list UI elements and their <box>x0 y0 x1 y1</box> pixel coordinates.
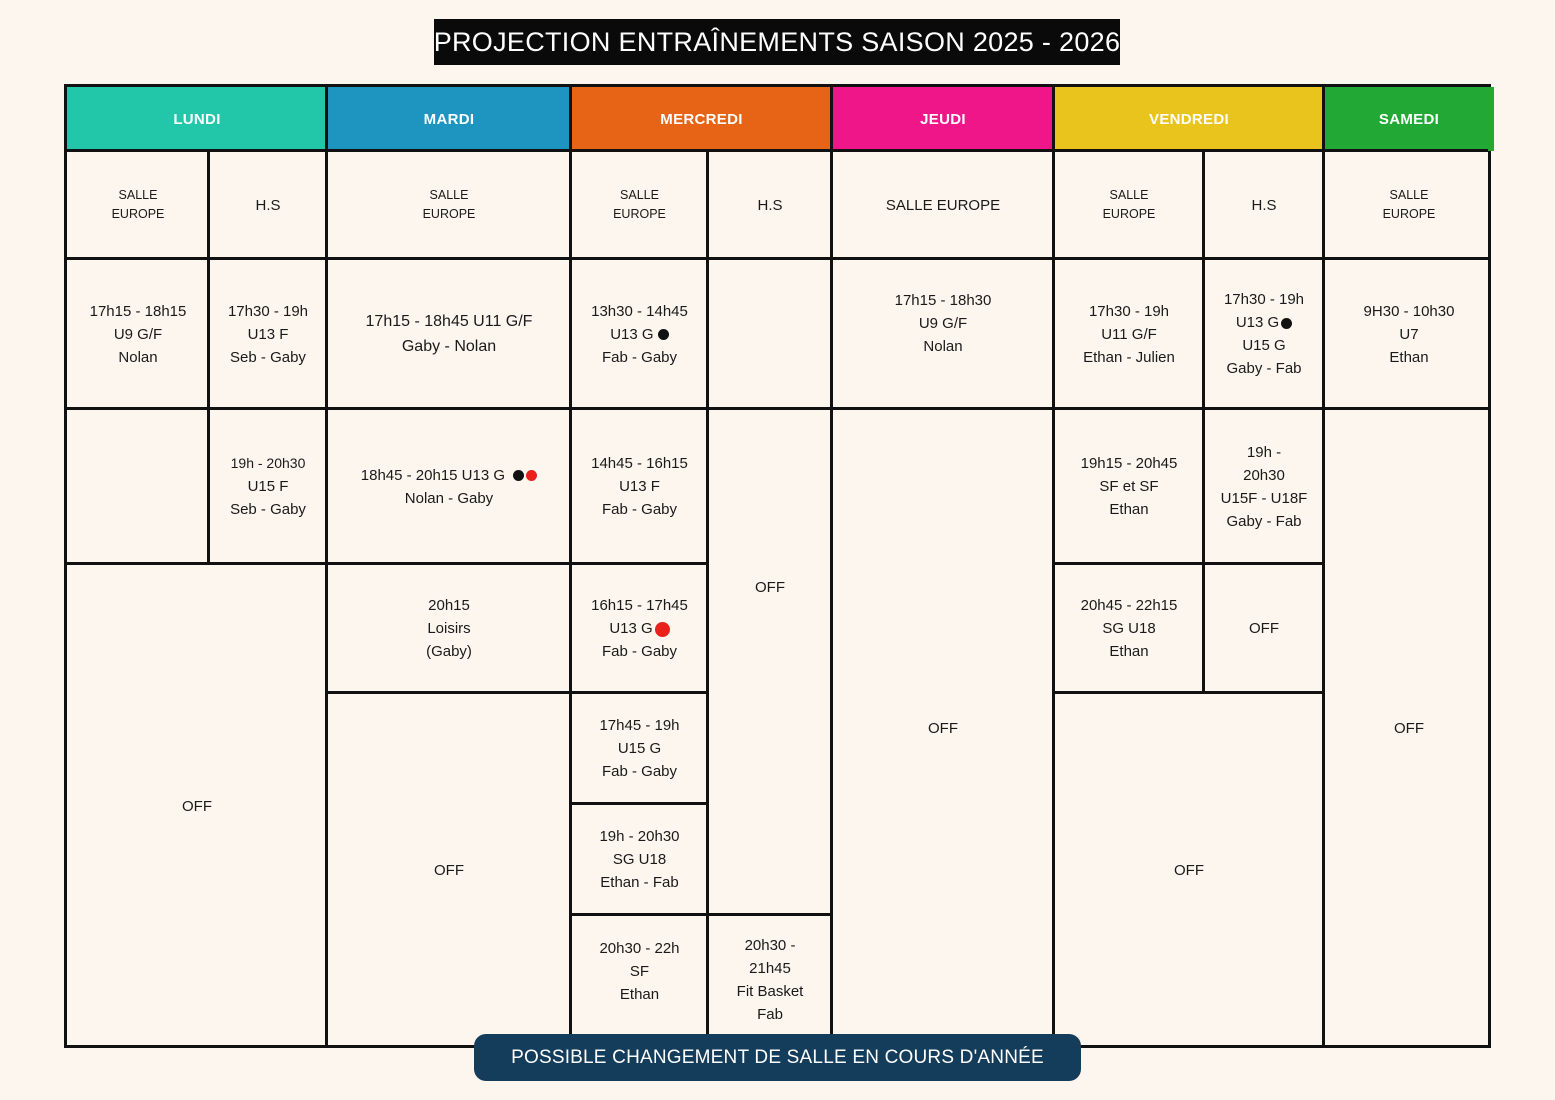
slot-vendredi-europe-3: 20h45 - 22h15 SG U18 Ethan <box>1080 597 1178 660</box>
grid-line <box>571 913 832 916</box>
slot-mercredi-1: 13h30 - 14h45 U13 G Fab - Gaby <box>591 302 688 366</box>
venue-jeudi-europe: SALLE EUROPE <box>885 196 1001 214</box>
venue-mercredi-hs: H.S <box>757 196 783 214</box>
red-dot-marker <box>655 622 670 637</box>
venue-lundi-europe: SALLE EUROPE <box>111 188 165 221</box>
grid-line <box>67 562 708 565</box>
off-samedi: OFF <box>1394 720 1424 737</box>
slot-mercredi-6: 20h30 - 22h SF Ethan <box>599 940 680 1003</box>
grid-line <box>327 691 708 694</box>
slot-vendredi-hs-1: 17h30 - 19h U13 G U15 G Gaby - Fab <box>1223 291 1305 377</box>
slot-vendredi-hs-2: 19h - 20h30 U15F - U18F Gaby - Fab <box>1220 443 1308 530</box>
grid-line <box>830 87 833 1048</box>
slot-lundi-europe-1: 17h15 - 18h15 U9 G/F Nolan <box>89 302 187 366</box>
slot-mardi-2: 18h45 - 20h15 U13 G Nolan - Gaby <box>327 409 571 564</box>
day-header-jeudi: JEUDI <box>832 87 1054 151</box>
grid-line <box>1322 87 1325 1048</box>
grid-line <box>706 151 709 1048</box>
slot-samedi-1: 9H30 - 10h30 U7 Ethan <box>1363 302 1455 366</box>
grid-line <box>569 87 572 1048</box>
off-mardi: OFF <box>434 862 464 879</box>
black-dot-marker <box>658 329 669 340</box>
venue-lundi-hs: H.S <box>255 196 281 214</box>
schedule-grid <box>64 84 1491 1048</box>
off-vendredi-hs: OFF <box>1249 620 1279 637</box>
venue-vendredi-europe: SALLE EUROPE <box>1102 188 1156 221</box>
slot-mercredi-4: 17h45 - 19h U15 G Fab - Gaby <box>599 717 680 780</box>
grid-line <box>207 151 210 564</box>
day-header-mardi: MARDI <box>327 87 571 151</box>
slot-mercredi-5: 19h - 20h30 SG U18 Ethan - Fab <box>599 828 680 891</box>
venue-mercredi-europe: SALLE EUROPE <box>613 188 666 221</box>
page-title: PROJECTION ENTRAÎNEMENTS SAISON 2025 - 2026 <box>434 19 1120 65</box>
grid-line <box>571 802 708 805</box>
slot-mercredi-2: 14h45 - 16h15 U13 F Fab - Gaby <box>591 455 688 518</box>
slot-mercredi-hs-1: 20h30 - 21h45 Fit Basket Fab <box>736 936 804 1023</box>
slot-vendredi-europe-2: 19h15 - 20h45 SF et SF Ethan <box>1080 455 1178 518</box>
black-dot-marker <box>1281 318 1292 329</box>
off-jeudi: OFF <box>928 720 958 737</box>
slot-lundi-hs-2: 19h - 20h30 U15 F Seb - Gaby <box>230 455 306 518</box>
slot-mardi-3: 20h15 Loisirs (Gaby) <box>426 597 472 660</box>
grid-line <box>67 149 1488 152</box>
grid-line <box>1052 87 1055 1048</box>
footer-banner: POSSIBLE CHANGEMENT DE SALLE EN COURS D'ANNÉE <box>474 1034 1081 1081</box>
slot-vendredi-europe-1: 17h30 - 19h U11 G/F Ethan - Julien <box>1083 302 1175 366</box>
slot-mercredi-3: 16h15 - 17h45 U13 G Fab - Gaby <box>591 597 688 660</box>
venue-samedi-europe: SALLE EUROPE <box>1382 188 1436 221</box>
slot-lundi-hs-1: 17h30 - 19h U13 F Seb - Gaby <box>227 302 309 366</box>
slot-jeudi-1: 17h15 - 18h30 U9 G/F Nolan <box>894 291 992 355</box>
day-header-vendredi: VENDREDI <box>1054 87 1324 151</box>
red-dot-marker <box>526 470 537 481</box>
day-header-lundi: LUNDI <box>67 87 327 151</box>
black-dot-marker <box>513 470 524 481</box>
day-header-mercredi: MERCREDI <box>571 87 832 151</box>
slot-mardi-1: 17h15 - 18h45 U11 G/F Gaby - Nolan <box>365 313 533 355</box>
off-mercredi-hs: OFF <box>755 578 785 596</box>
grid-line <box>1054 691 1324 694</box>
venue-vendredi-hs: H.S <box>1251 196 1277 214</box>
off-vendredi: OFF <box>1174 862 1204 879</box>
grid-line <box>67 407 1488 410</box>
grid-line <box>67 257 1488 260</box>
venue-mardi-europe: SALLE EUROPE <box>422 188 476 221</box>
off-lundi: OFF <box>182 797 212 815</box>
day-header-samedi: SAMEDI <box>1324 87 1494 151</box>
grid-line <box>1054 562 1324 565</box>
grid-line <box>1202 151 1205 693</box>
grid-line <box>325 87 328 1048</box>
